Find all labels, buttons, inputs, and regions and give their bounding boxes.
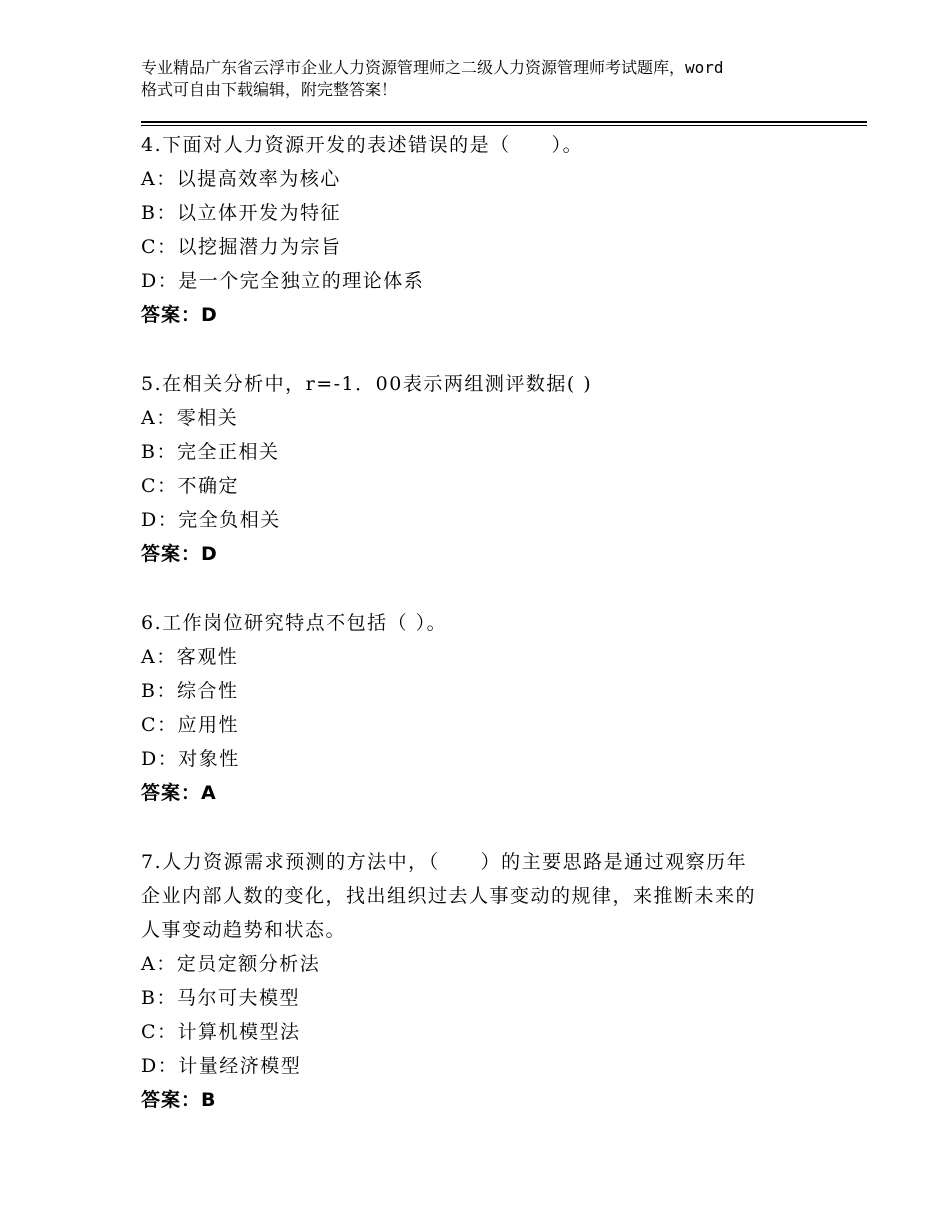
question-option: A：以提高效率为核心 [141,168,341,190]
question-option: D：计量经济模型 [141,1055,302,1077]
header-divider [141,125,867,126]
question-stem-line: 4.下面对人力资源开发的表述错误的是（ ）。 [141,134,584,156]
question-option: D：对象性 [141,748,240,770]
question-option: A：客观性 [141,646,239,668]
spacer [141,332,841,367]
question-stem-line: 人事变动趋势和状态。 [141,919,347,941]
question-answer: 答案：D [141,304,218,326]
question-stem-line: 5.在相关分析中，r=-1．00表示两组测评数据( ) [141,373,593,395]
header-line: 格式可自由下载编辑，附完整答案！ [141,80,398,99]
question-list [141,128,841,1117]
question-option: C：计算机模型法 [141,1021,301,1043]
question-option: B：以立体开发为特征 [141,202,341,224]
question-stem [141,367,841,401]
question-stem-line: 6.工作岗位研究特点不包括（ ）。 [141,612,448,634]
question-stem-line: 企业内部人数的变化，找出组织过去人事变动的规律，来推断未来的 [141,885,757,907]
question-answer: 答案：B [141,1089,217,1111]
question-option: C：不确定 [141,475,240,497]
document-header [141,57,831,101]
question-stem [141,606,841,640]
question-option: C：以挖掘潜力为宗旨 [141,236,342,258]
question-item [141,128,841,332]
spacer [141,810,841,845]
header-line: 专业精品广东省云浮市企业人力资源管理师之二级人力资源管理师考试题库，word [141,58,724,77]
question-option: B：完全正相关 [141,441,280,463]
question-answer: 答案：D [141,543,218,565]
question-option: D：完全负相关 [141,509,281,531]
question-answer: 答案：A [141,782,217,804]
spacer [141,571,841,606]
question-item [141,845,841,1117]
question-item [141,606,841,810]
question-stem [141,128,841,162]
question-item [141,367,841,571]
question-stem-line: 7.人力资源需求预测的方法中，（ ）的主要思路是通过观察历年 [141,851,748,873]
question-stem [141,845,841,947]
header-divider [141,121,867,123]
question-option: B：马尔可夫模型 [141,987,300,1009]
question-option: A：定员定额分析法 [141,953,321,975]
question-option: D：是一个完全独立的理论体系 [141,270,425,292]
question-option: C：应用性 [141,714,240,736]
question-option: B：综合性 [141,680,239,702]
question-option: A：零相关 [141,407,239,429]
